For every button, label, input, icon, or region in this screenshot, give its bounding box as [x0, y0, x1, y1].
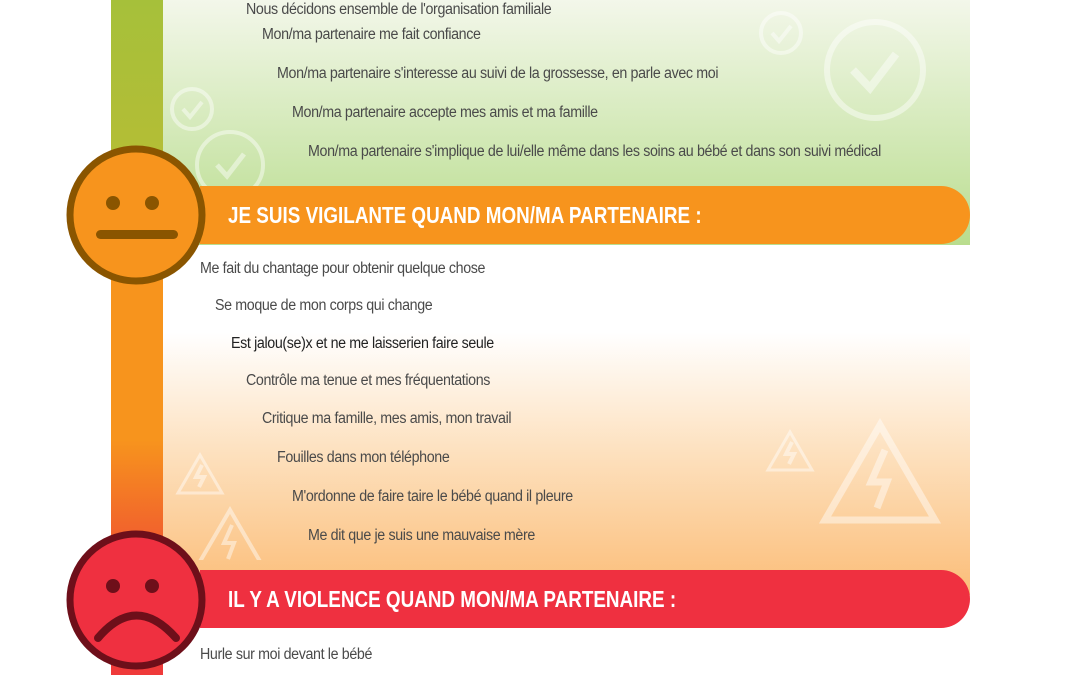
list-item: Mon/ma partenaire me fait confiance [262, 26, 481, 43]
vigilant-title: JE SUIS VIGILANTE QUAND MON/MA PARTENAIRE : [228, 201, 702, 228]
warning-bolt-icon [825, 425, 935, 520]
warning-bolt-icon [178, 455, 222, 493]
check-circle-icon [761, 13, 801, 53]
list-item: Mon/ma partenaire accepte mes amis et ma famille [292, 104, 598, 121]
list-item: Est jalou(se)x et ne me laisserien faire seule [231, 335, 494, 352]
list-item: M'ordonne de faire taire le bébé quand il pleure [292, 488, 573, 505]
decorative-icons [160, 0, 980, 560]
vigilant-header [200, 186, 970, 244]
list-item: Me dit que je suis une mauvaise mère [308, 527, 535, 544]
check-circle-icon [172, 89, 212, 129]
violence-header [200, 570, 970, 628]
list-item: Contrôle ma tenue et mes fréquentations [246, 372, 491, 389]
warning-bolt-icon [768, 432, 812, 470]
list-item: Mon/ma partenaire s'interesse au suivi de la grossesse, en parle avec moi [277, 65, 719, 82]
list-item: Fouilles dans mon téléphone [277, 449, 450, 466]
list-item: Mon/ma partenaire s'implique de lui/elle même dans les soins au bébé et dans son suivi médical [308, 143, 881, 160]
list-item: Se moque de mon corps qui change [215, 297, 433, 314]
list-item: Hurle sur moi devant le bébé [200, 646, 373, 663]
neutral-face-icon [66, 145, 206, 285]
sad-face-icon [66, 530, 206, 670]
violence-title: IL Y A VIOLENCE QUAND MON/MA PARTENAIRE : [228, 585, 677, 612]
list-item: Critique ma famille, mes amis, mon travail [262, 410, 512, 427]
list-item: Me fait du chantage pour obtenir quelque chose [200, 260, 486, 277]
list-item: Nous décidons ensemble de l'organisation familiale [246, 1, 552, 18]
check-circle-icon [827, 22, 923, 118]
